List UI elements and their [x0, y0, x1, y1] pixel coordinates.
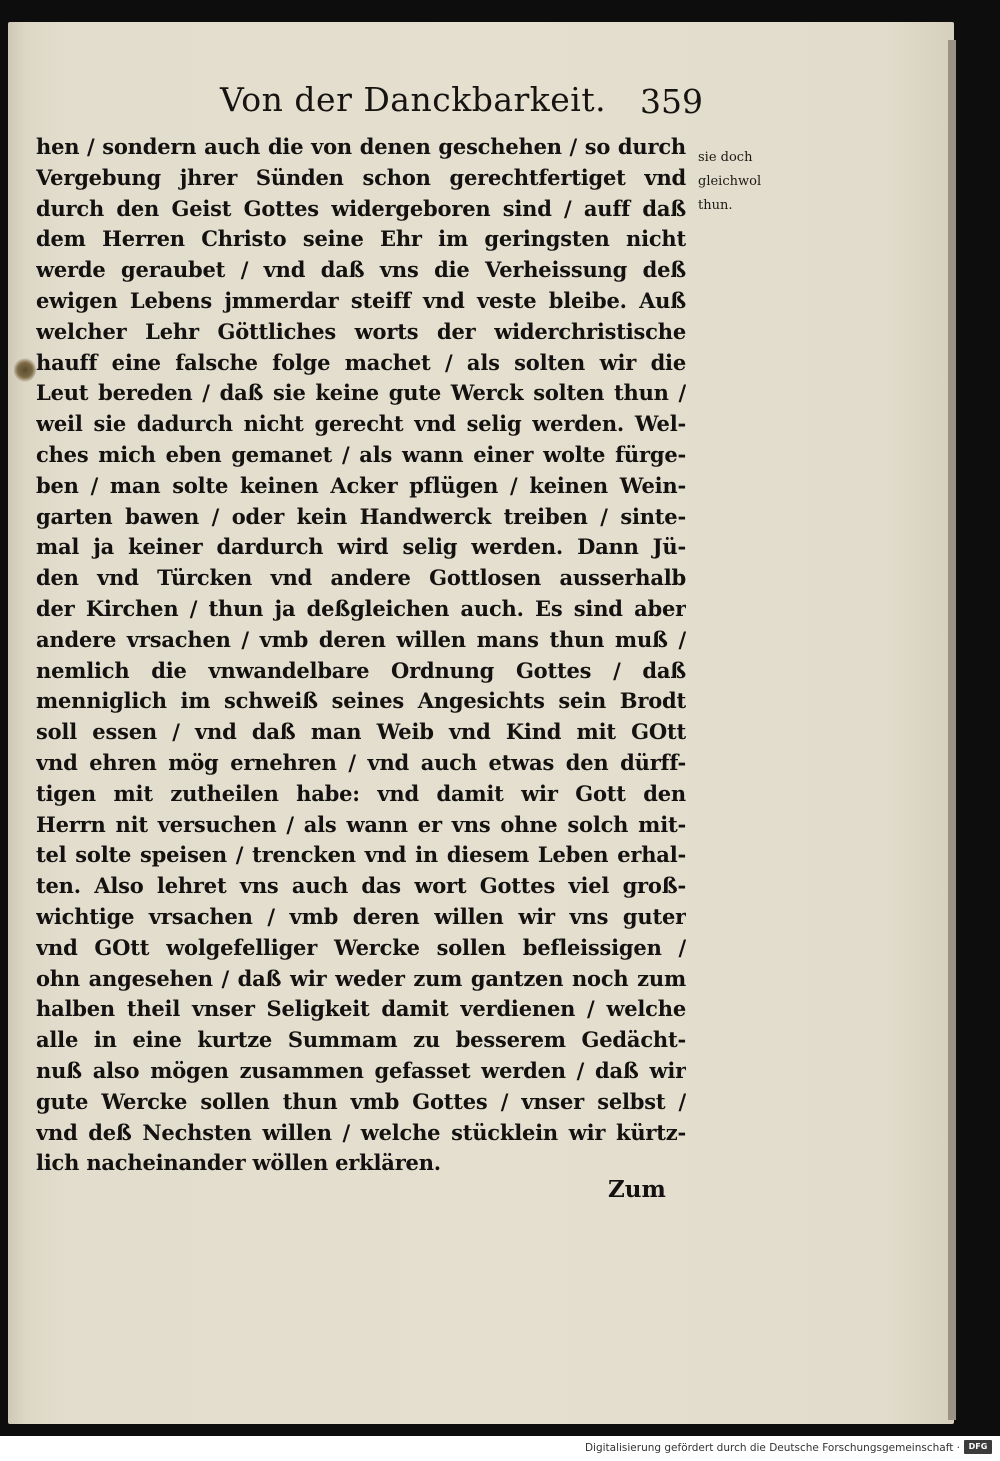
page-number: 359	[640, 82, 703, 121]
text-line: ben / man solte keinen Acker pflügen / keinen Wein-	[36, 472, 686, 498]
text-line: mal ja keiner dardurch wird selig werden. Dann Jü-	[36, 534, 686, 560]
text-line: ches mich eben gemanet / als wann einer wolte fürge-	[36, 441, 686, 467]
catchword: Zum	[608, 1176, 666, 1203]
marginal-note-line: thun.	[698, 198, 733, 213]
text-line: hauff eine falsche folge machet / als solten wir die	[36, 349, 686, 375]
text-line: vnd deß Nechsten willen / welche stücklein wir kürtz-	[36, 1119, 686, 1145]
text-line: wichtige vrsachen / vmb deren willen wir vns guter	[36, 903, 686, 929]
text-line: gute Wercke sollen thun vmb Gottes / vnser selbst /	[36, 1088, 686, 1114]
text-line: menniglich im schweiß seines Angesichts sein Brodt	[36, 688, 686, 714]
text-line: der Kirchen / thun ja deßgleichen auch. Es sind aber	[36, 595, 686, 621]
text-line: tigen mit zutheilen habe: vnd damit wir Gott den	[36, 780, 686, 806]
running-head: Von der Danckbarkeit.	[220, 80, 607, 119]
text-line: ohn angesehen / daß wir weder zum gantzen noch zum	[36, 965, 686, 991]
text-line: nuß also mögen zusammen gefasset werden / daß wir	[36, 1057, 686, 1083]
text-line: tel solte speisen / trencken vnd in diesem Leben erhal-	[36, 842, 686, 868]
text-line: vnd ehren mög ernehren / vnd auch etwas den dürff-	[36, 749, 686, 775]
text-line: weil sie dadurch nicht gerecht vnd selig werden. Wel-	[36, 411, 686, 437]
funding-credit: Digitalisierung gefördert durch die Deutsche Forschungsgemeinschaft ·	[584, 1442, 960, 1454]
text-line: Herrn nit versuchen / als wann er vns ohne solch mit-	[36, 811, 686, 837]
text-line: Vergebung jhrer Sünden schon gerechtfertiget vnd	[36, 164, 686, 190]
text-line: den vnd Türcken vnd andere Gottlosen ausserhalb	[36, 565, 686, 591]
text-line: ten. Also lehret vns auch das wort Gottes viel groß-	[36, 873, 686, 899]
marginal-note-line: gleichwol	[698, 174, 762, 189]
text-line: garten bawen / oder kein Handwerck treiben / sinte-	[36, 503, 686, 529]
ink-stain	[14, 358, 36, 382]
text-line: hen / sondern auch die von denen geschehen / so durch	[36, 134, 686, 159]
text-line: nemlich die vnwandelbare Ordnung Gottes / daß	[36, 657, 686, 683]
body-text	[36, 132, 686, 1179]
marginal-note	[698, 146, 778, 218]
text-line: vnd GOtt wolgefelliger Wercke sollen befleissigen /	[36, 934, 686, 960]
text-line: welcher Lehr Göttliches worts der widerchristische	[36, 318, 686, 344]
text-line: andere vrsachen / vmb deren willen mans thun muß /	[36, 626, 686, 652]
text-line: Leut bereden / daß sie keine gute Werck solten thun /	[36, 380, 686, 406]
text-line: dem Herren Christo seine Ehr im geringsten nicht	[36, 226, 686, 252]
text-line: soll essen / vnd daß man Weib vnd Kind mit GOtt	[36, 719, 686, 745]
text-line: werde geraubet / vnd daß vns die Verheissung deß	[36, 257, 686, 283]
text-line: alle in eine kurtze Summam zu besserem Gedächt-	[36, 1027, 686, 1053]
marginal-note-line: sie doch	[698, 150, 753, 165]
text-line: lich nacheinander wöllen erklären.	[36, 1150, 441, 1176]
text-line: ewigen Lebens jmmerdar steiff vnd veste bleibe. Auß	[36, 287, 686, 313]
page-edge-shadow	[948, 40, 956, 1420]
dfg-logo: DFG	[964, 1440, 992, 1454]
text-line: durch den Geist Gottes widergeboren sind / auff daß	[36, 195, 686, 221]
text-line: halben theil vnser Seligkeit damit verdienen / welche	[36, 996, 686, 1022]
